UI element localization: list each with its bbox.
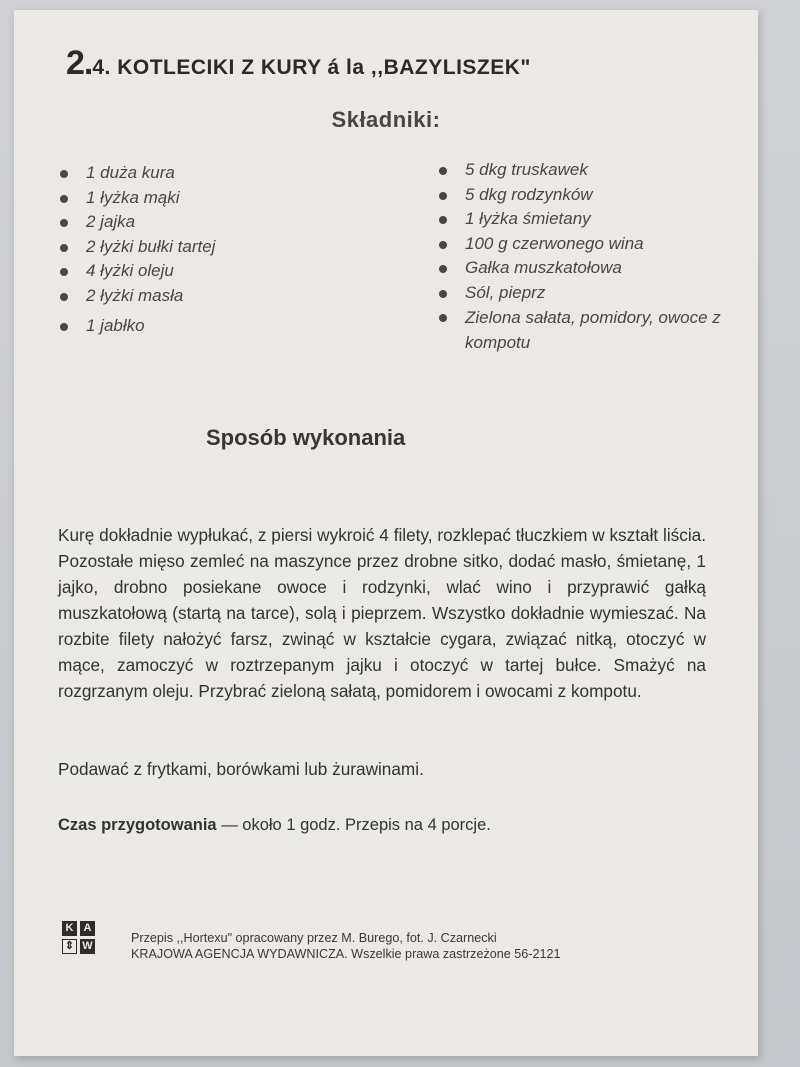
recipe-card: [14, 10, 758, 1056]
preparation-time-value: — około 1 godz. Przepis na 4 porcje.: [216, 816, 491, 834]
ingredient-item: 100 g czerwonego wina: [439, 232, 735, 257]
ingredient-item: 4 łyżki oleju: [60, 259, 215, 284]
ingredient-item: Zielona sałata, pomidory, owoce z kompotu: [439, 305, 735, 355]
ingredient-item: Sól, pieprz: [439, 281, 735, 306]
preparation-time-label: Czas przygotowania: [58, 816, 217, 834]
ingredient-item: 1 duża kura: [60, 161, 215, 186]
ingredient-item: 1 jabłko: [60, 314, 215, 339]
credit-line-recipe: Przepis ,,Hortexu" opracowany przez M. Burego, fot. J. Czarnecki: [131, 931, 497, 945]
ingredients-list-right: [439, 158, 735, 355]
ingredient-item: 5 dkg truskawek: [439, 158, 735, 183]
recipe-number: 2.: [66, 44, 93, 82]
logo-letter-w: W: [80, 939, 95, 954]
recipe-name: 4. KOTLECIKI Z KURY á la ,,BAZYLISZEK": [92, 56, 531, 79]
recipe-title: [66, 44, 746, 83]
publisher-logo: [62, 921, 102, 957]
ingredient-item: 2 jajka: [60, 210, 215, 235]
logo-letter-k: K: [62, 921, 77, 936]
credits: [131, 930, 751, 962]
ingredient-item: 5 dkg rodzynków: [439, 183, 735, 208]
ingredient-item: Gałka muszkatołowa: [439, 256, 735, 281]
ingredient-item: 1 łyżka mąki: [60, 186, 215, 211]
method-text: Kurę dokładnie wypłukać, z piersi wykroić 4 filety, rozklepać tłuczkiem w kształt liścia. Pozostałe mięso zemleć na maszynce przez drobne sitko, dodać masło, śmietanę, 1 jajko, drobno posiekane owoce i rodzynki, wlać wino i przyprawić gałką muszkatołową (startą na tarce), solą i pieprzem. Wszystko dokładnie wymieszać. Na rozbite filety nałożyć farsz, zwinąć w kształcie cygara, związać nitką, otoczyć w mące, zamoczyć w roztrzepanym jajku i otoczyć w tartej bułce. Smażyć na rozgrzanym oleju. Przybrać zieloną sałatą, pomidorem i owocami z kompotu.: [58, 525, 706, 701]
ingredient-item: 2 łyżki masła: [60, 284, 215, 309]
ingredient-item: 1 łyżka śmietany: [439, 207, 735, 232]
preparation-time: [58, 816, 718, 835]
serving-suggestion: Podawać z frytkami, borówkami lub żurawinami.: [58, 759, 424, 779]
credit-line-publisher: KRAJOWA AGENCJA WYDAWNICZA. Wszelkie prawa zastrzeżone 56-2121: [131, 947, 561, 961]
logo-arrow-icon: ⇕: [62, 939, 77, 954]
logo-letter-a: A: [80, 921, 95, 936]
ingredients-list-left: [60, 161, 215, 339]
method-heading: Sposób wykonania: [206, 425, 406, 450]
ingredient-item: 2 łyżki bułki tartej: [60, 235, 215, 260]
ingredients-heading: Składniki:: [331, 107, 441, 132]
